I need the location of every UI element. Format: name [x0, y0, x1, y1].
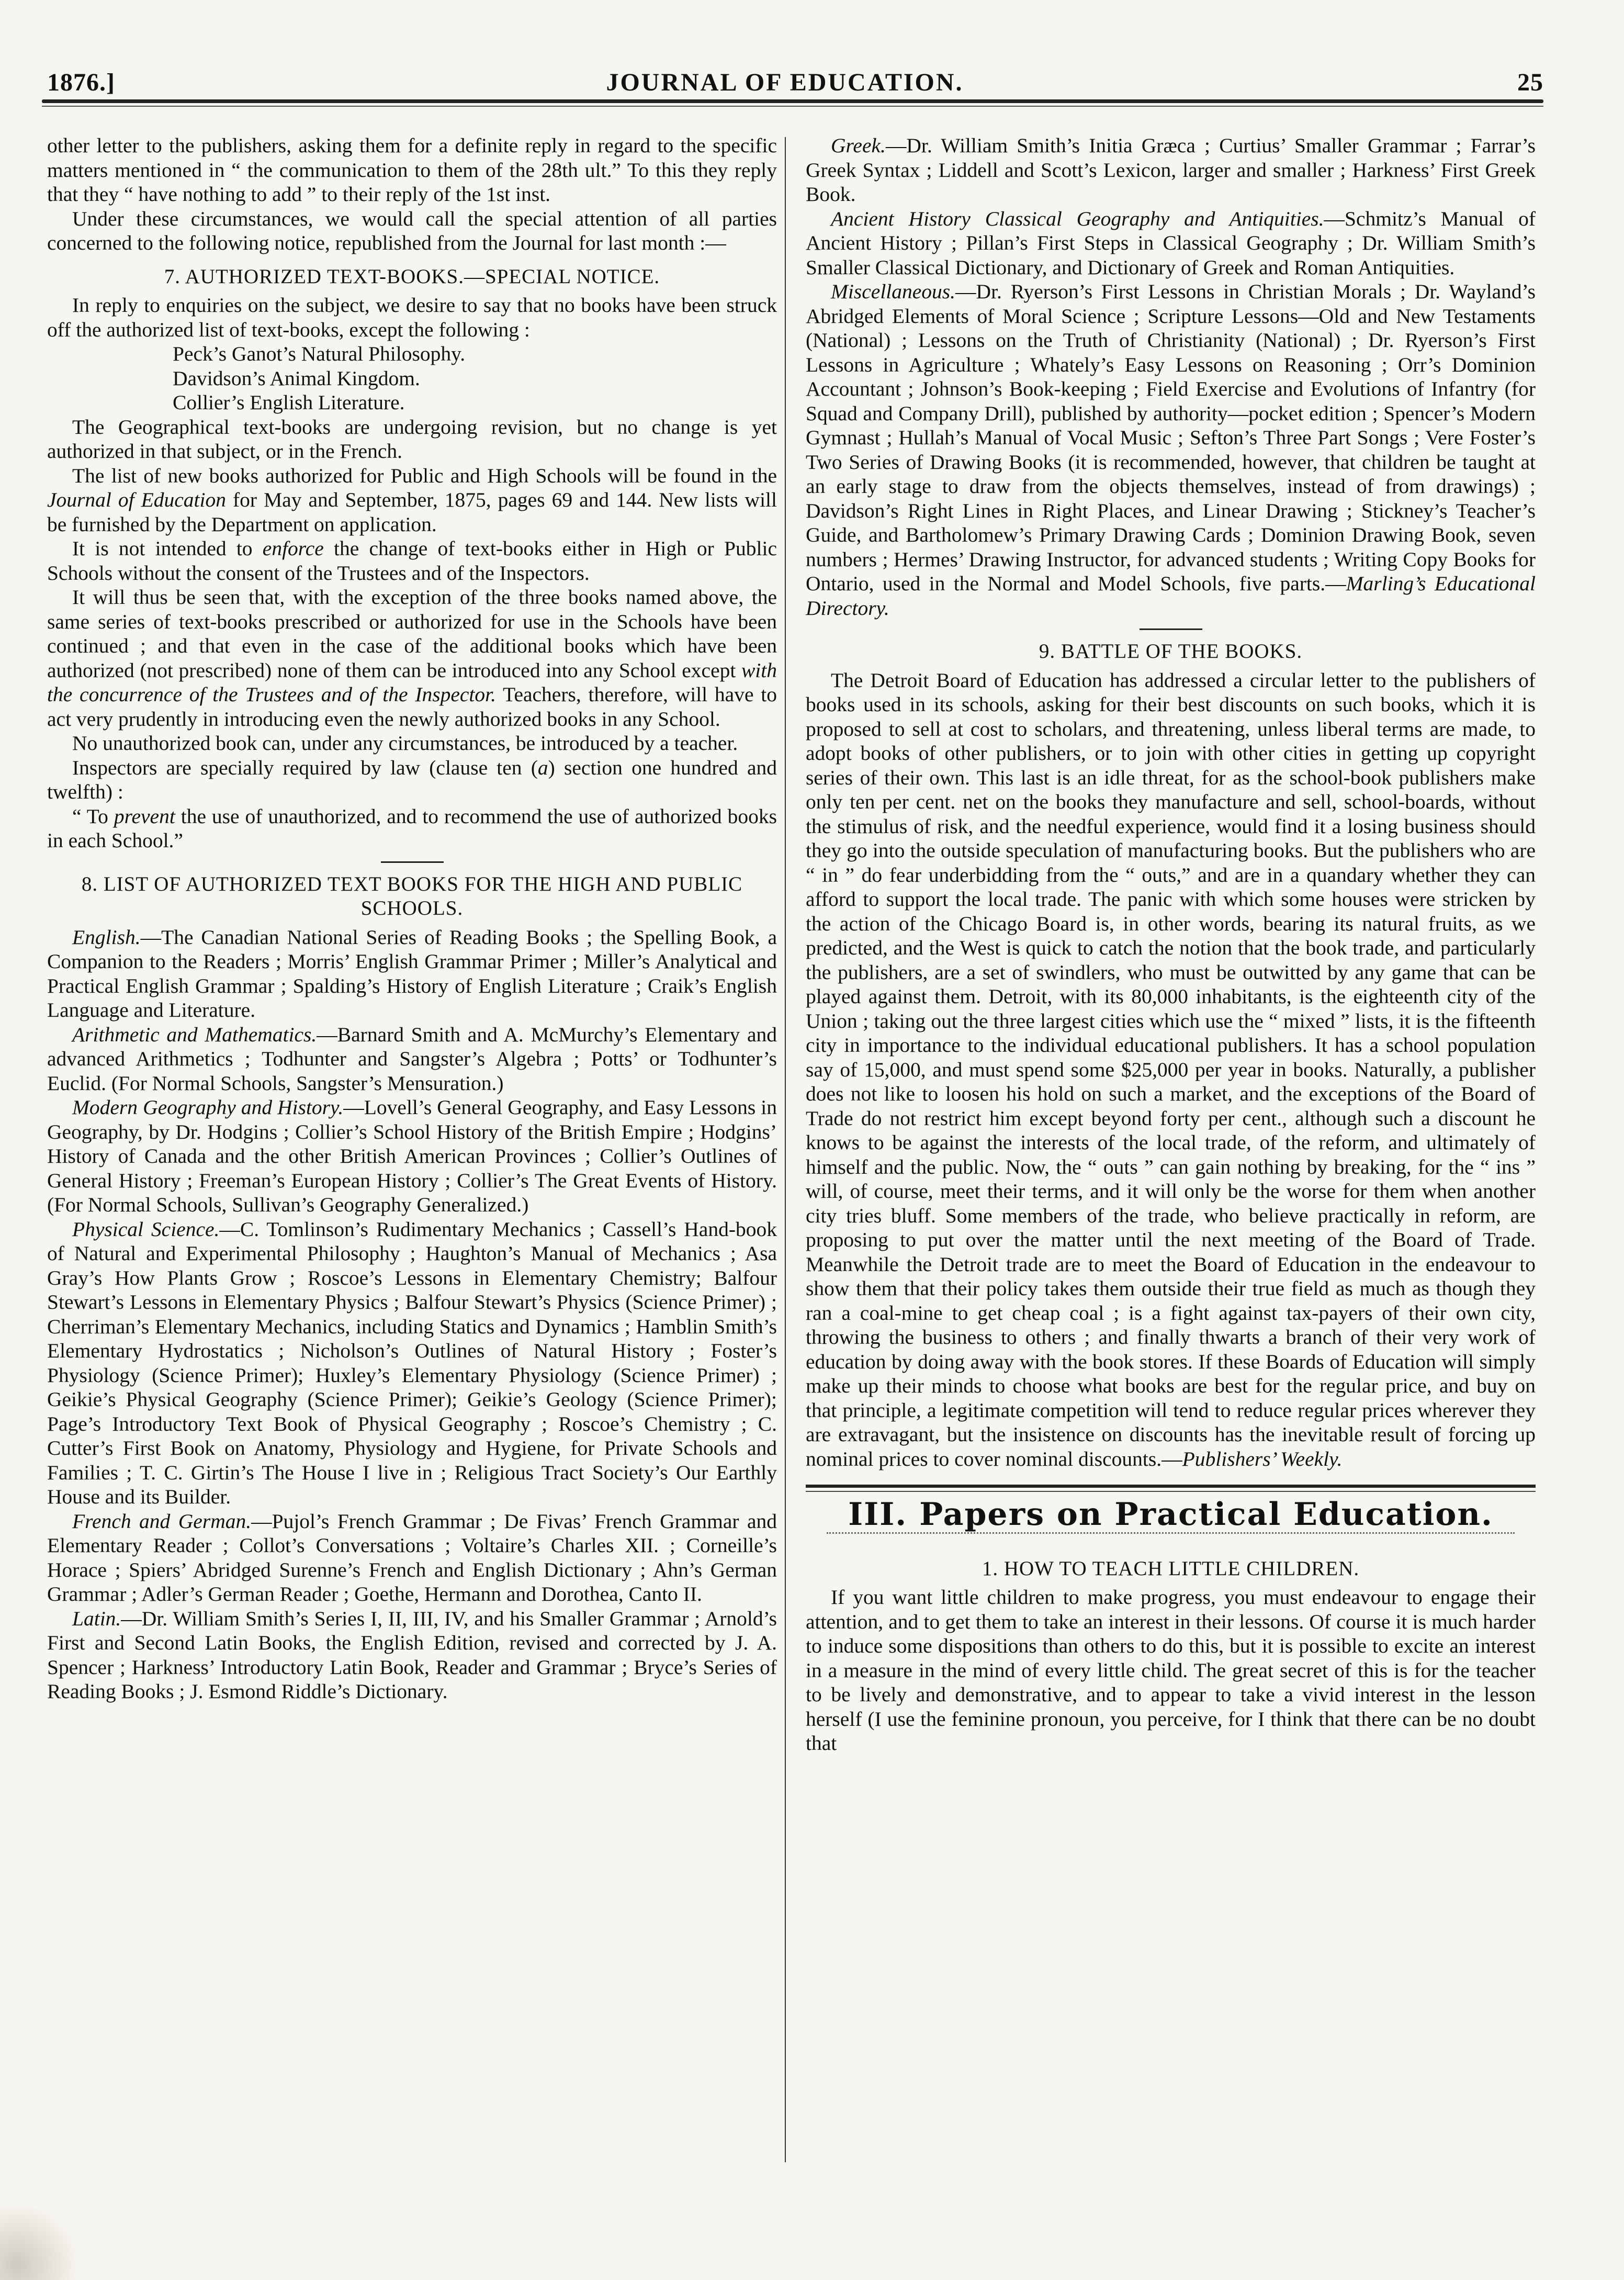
column-separator: [785, 137, 786, 2162]
section-heading-7: 7. AUTHORIZED TEXT-BOOKS.—SPECIAL NOTICE.: [164, 265, 660, 288]
divider: [1140, 628, 1202, 630]
section-heading-9: 9. BATTLE OF THE BOOKS.: [1039, 640, 1303, 662]
paragraph: It is not intended to enforce the change of text-books either in High or Public Schools without the consent of the Trustees and of the Inspectors.: [47, 537, 777, 585]
paragraph: “ To prevent the use of unauthorized, and to recommend the use of authorized books in each School.”: [47, 804, 777, 852]
paragraph-ancient-history: Ancient History Classical Geography and Antiquities.—Schmitz’s Manual of Ancient History ; Pillan’s First Steps in Classical Geography ; Dr. William Smith’s Smaller Classical Dictionary, and Dictionary of Greek and Roman Antiquities.: [806, 207, 1536, 279]
paragraph: No unauthorized book can, under any circumstances, be introduced by a teacher.: [72, 732, 738, 755]
paragraph-french-german: French and German.—Pujol’s French Grammar ; De Fivas’ French Grammar and Elementary Reader ; Collot’s Conversations ; Voltaire’s Charles XII. ; Corneille’s Horace ; Spiers’ Abridged Surenne’s French and English Dictionary ; Ahn’s German Grammar ; Adler’s German Reader ; Goethe, Hermann and Dorothea, Canto II.: [47, 1509, 777, 1605]
paragraph: The Geographical text-books are undergoing revision, but no change is yet authorized in that subject, or in the French.: [47, 415, 777, 463]
paragraph: The list of new books authorized for Public and High Schools will be found in the Journal of Education for May and September, 1875, pages 69 and 144. New lists will be furnished by the Department on application.: [47, 464, 777, 536]
page-number: 25: [1517, 69, 1543, 96]
paragraph: Inspectors are specially required by law (clause ten (a) section one hundred and twelfth) :: [47, 756, 777, 803]
list-item: Peck’s Ganot’s Natural Philosophy.: [173, 342, 466, 365]
paragraph-teach: If you want little children to make progress, you must endeavour to engage their attention, and to get them to take an interest in their lessons. Of course it is much harder to induce some dispositions than others to do this, but it is possible to excite an interest in a measure in the mind of every little child. The great secret of this is for the teacher to be lively and demonstrative, and to appear to take a vivid interest in the lesson herself (I use the feminine pronoun, you perceive, for I think that there can be no doubt that: [806, 1586, 1536, 1755]
paragraph: It will thus be seen that, with the exception of the three books named above, the same series of text-books prescribed or authorized for use in the Schools have been continued ; and that even in the case of the additional books which have been authorized (not prescribed) none of them can be introduced into any School except with the concurrence of the Trustees and of the Inspector. Teachers, therefore, will have to act very prudently in introducing even the newly authorized books in any School.: [47, 586, 777, 731]
page-stain: [0, 2207, 84, 2280]
paragraph-miscellaneous: Miscellaneous.—Dr. Ryerson’s First Lessons in Christian Morals ; Dr. Wayland’s Abridged Elements of Moral Science ; Scripture Lessons—Old and New Testaments (National) ; Lessons on the Truth of Christianity (National) ; Dr. Ryerson’s First Lessons in Agriculture ; Whately’s Easy Lessons on Reasoning ; Orr’s Dominion Accountant ; Johnson’s Book-keeping ; Field Exercise and Evolutions of Infantry (for Squad and Company Drill), published by authority—pocket edition ; Spencer’s Modern Gymnast ; Hullah’s Manual of Vocal Music ; Sefton’s Three Part Songs ; Vere Foster’s Two Series of Drawing Books (it is recommended, however, that children be taught at an early stage to draw from the objects themselves, instead of from drawings) ; Davidson’s Right Lines in Right Places, and Linear Drawing ; Stickney’s Teacher’s Guide, and Bartholomew’s Primary Drawing Cards ; Dominion Drawing Book, seven numbers ; Hermes’ Drawing Instructor, for advanced students ; Writing Copy Books for Ontario, used in the Normal and Model Schools, five parts.—Marling’s Educational Directory.: [806, 280, 1536, 620]
part-heading: III. Papers on Practical Education.: [848, 1496, 1493, 1533]
paragraph: Under these circumstances, we would call the special attention of all parties concerned to the following notice, republished from the Journal for last month :—: [47, 207, 777, 254]
paragraph-latin: Latin.—Dr. William Smith’s Series I, II, III, IV, and his Smaller Grammar ; Arnold’s First and Second Latin Books, the English Edition, revised and corrected by J. A. Spencer ; Harkness’ Introductory Latin Book, Reader and Grammar ; Bryce’s Series of Reading Books ; J. Esmond Riddle’s Dictionary.: [47, 1607, 777, 1703]
ornamental-rule: [827, 1532, 1515, 1541]
list-item: Collier’s English Literature.: [173, 391, 405, 414]
page-header: [37, 63, 1543, 105]
left-column: [47, 133, 777, 1704]
paragraph-arithmetic: Arithmetic and Mathematics.—Barnard Smith and A. McMurchy’s Elementary and advanced Arithmetics ; Todhunter and Sangster’s Algebra ; Potts’ or Todhunter’s Euclid. (For Normal Schools, Sangster’s Mensuration.): [47, 1023, 777, 1095]
divider: [381, 861, 444, 863]
list-item: Davidson’s Animal Kingdom.: [173, 366, 420, 390]
journal-title: JOURNAL OF EDUCATION.: [606, 69, 964, 96]
right-column: [806, 133, 1536, 1756]
paragraph-english: English.—The Canadian National Series of Reading Books ; the Spelling Book, a Companion to the Readers ; Morris’ English Grammar Primer ; Miller’s Analytical and Practical English Grammar ; Spalding’s History of English Literature ; Craik’s English Language and Literature.: [47, 925, 777, 1021]
section-heading-1: 1. HOW TO TEACH LITTLE CHILDREN.: [982, 1557, 1360, 1580]
paragraph-physical-science: Physical Science.—C. Tomlinson’s Rudimentary Mechanics ; Cassell’s Hand-book of Natural and Experimental Philosophy ; Haughton’s Manual of Mechanics ; Asa Gray’s How Plants Grow ; Roscoe’s Lessons in Elementary Chemistry; Balfour Stewart’s Lessons in Elementary Physics ; Balfour Stewart’s Physics (Science Primer) ; Cherriman’s Elementary Mechanics, including Statics and Dynamics ; Hamblin Smith’s Elementary Hydrostatics ; Nicholson’s Outlines of Natural History ; Foster’s Physiology (Science Primer); Huxley’s Elementary Physiology (Science Primer) ; Geikie’s Physical Geography (Science Primer); Geikie’s Geology (Science Primer); Page’s Introductory Text Book of Physical Geography ; Roscoe’s Chemistry ; C. Cutter’s First Book on Anatomy, Physiology and Hygiene, for Private Schools and Families ; T. C. Girtin’s The House I live in ; Religious Tract Society’s Our Earthly House and its Builder.: [47, 1217, 777, 1508]
header-rule: [42, 99, 1543, 103]
section-rule: [806, 1485, 1536, 1488]
section-heading-8: 8. LIST OF AUTHORIZED TEXT BOOKS FOR THE HIGH AND PUBLIC SCHOOLS.: [81, 872, 743, 919]
paragraph-greek: Greek.—Dr. William Smith’s Initia Græca ; Curtius’ Smaller Grammar ; Farrar’s Greek Syntax ; Liddell and Scott’s Lexicon, larger and smaller ; Harkness’ First Greek Book.: [806, 134, 1536, 206]
section-rule-thin: [806, 1491, 1536, 1492]
paragraph-geography: Modern Geography and History.—Lovell’s General Geography, and Easy Lessons in Geography, by Dr. Hodgins ; Collier’s School History of the British Empire ; Hodgins’ History of Canada and the other British American Provinces ; Collier’s Outlines of General History ; Freeman’s European History ; Collier’s The Great Events of History. (For Normal Schools, Sullivan’s Geography Generalized.): [47, 1096, 777, 1216]
paragraph-battle: The Detroit Board of Education has addressed a circular letter to the publishers of books used in its schools, asking for their best discounts on such books, which it is proposed to sell at cost to scholars, and threatening, unless liberal terms are made, to adopt books of other publishers, or to join with other cities in getting up copyright series of their own. This last is an idle threat, for as the school-book publishers make only ten per cent. net on the books they manufacture and sell, school-boards, without the stimulus of risk, and the needful experience, would find it a losing business should they go into the outside speculation of manufacturing books. But the publishers who are “ in ” do fear underbidding from the “ outs,” and are in a quandary whether they can afford to support the local trade. The panic with which some houses were stricken by the action of the Chicago Board is, in other words, bearing its natural fruits, as we predicted, and the West is quick to catch the notion that the book trade, and particularly the publishers, are a set of swindlers, who must be outwitted by any game that can be played against them. Detroit, with its 80,000 inhabitants, is the eighteenth city of the Union ; taking out the three largest cities which use the “ mixed ” lists, it is the fifteenth city in importance to the individual educational publishers. It has a school population say of 15,000, and must spend some $25,000 per year in books. Naturally, a publisher does not like to loosen his hold on such a market, and the exceptions of the Board of Trade do not restrict him except beyond forty per cent., although such a discount he knows to be against the interests of the local trade, of the reform, and ultimately of himself and the public. Now, the “ outs ” can gain nothing by breaking, for the “ ins ” will, of course, meet their terms, and it will only be the worse for them when another city tries bluff. Some members of the trade, who believe practically in reform, are proposing to put over the matter until the next meeting of the Board of Trade. Meanwhile the Detroit trade are to meet the Board of Education in the endeavour to show them that their policy takes them outside their true field as much as though they ran a coal-mine to get cheap coal ; is a fight against tax-payers of their own city, throwing the business to others ; and finally thwarts a branch of their very work of education by doing away with the book stores. If these Boards of Education will simply make up their minds to choose what books are best for the regular price, and buy on that principle, a legitimate competition will tend to reduce regular prices wherever they are extravagant, but the insistence on discounts has the inevitable result of forcing up nominal prices to cover nominal discounts.—Publishers’ Weekly.: [806, 668, 1536, 1470]
paragraph: In reply to enquiries on the subject, we desire to say that no books have been struck off the authorized list of text-books, except the following :: [47, 294, 777, 341]
paragraph: other letter to the publishers, asking them for a definite reply in regard to the specific matters mentioned in “ the communication to them of the 28th ult.” To this they reply that they “ have nothing to add ” to their reply of the 1st inst.: [47, 134, 777, 206]
header-rule-thin: [42, 106, 1543, 107]
header-year: 1876.]: [47, 69, 115, 96]
